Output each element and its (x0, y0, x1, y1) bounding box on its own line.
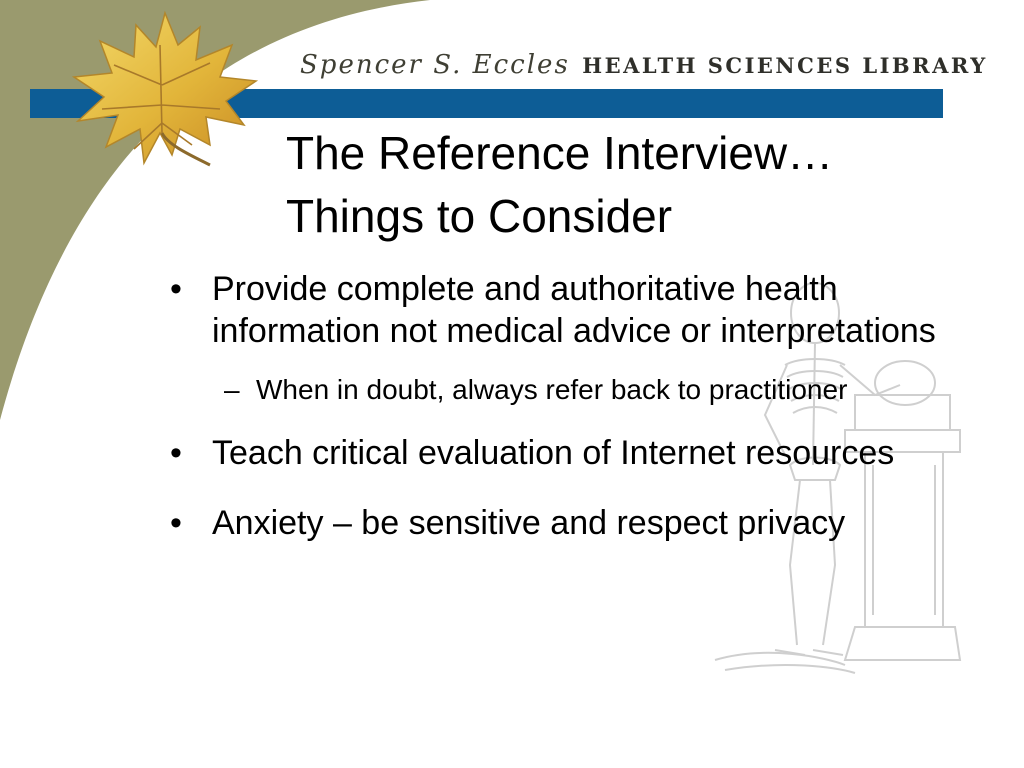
library-name (300, 50, 988, 86)
bullet-item (168, 502, 1024, 544)
bullet-item (168, 268, 957, 352)
title-line-2: Things to Consider (286, 190, 673, 242)
bullet-text: Anxiety – be sensitive and respect privacy (212, 504, 846, 542)
library-name-caps: HEALTH SCIENCES LIBRARY (582, 53, 988, 78)
library-name-script: Spencer S. Eccles (300, 50, 570, 80)
sub-bullet-item (168, 372, 1018, 408)
bullet-marker: • (170, 504, 182, 542)
title-line-1: The Reference Interview… (286, 127, 834, 179)
sub-bullet-text: When in doubt, always refer back to practitioner (256, 374, 848, 405)
sub-bullet-marker: – (224, 374, 240, 405)
bullet-text: Provide complete and authoritative health information not medical advice or interpretations (212, 270, 936, 350)
bullet-item (168, 432, 1024, 474)
bullet-list (168, 268, 1018, 544)
bullet-marker: • (170, 270, 182, 308)
bullet-marker: • (170, 434, 182, 472)
bullet-text: Teach critical evaluation of Internet resources (212, 434, 895, 472)
maple-leaf-icon (60, 5, 270, 180)
slide-title (286, 122, 1006, 248)
